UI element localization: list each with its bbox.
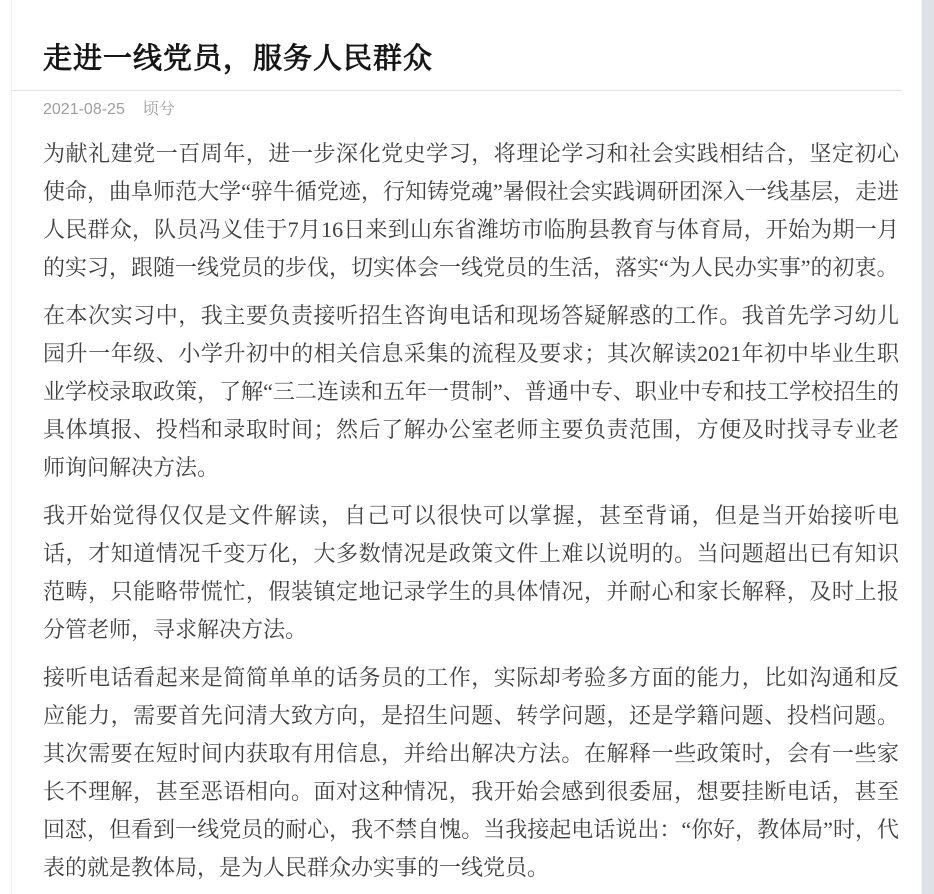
page-title: 走进一线党员，服务人民群众: [43, 43, 434, 75]
article-body: [43, 135, 899, 887]
vertical-scrollbar[interactable]: [921, 0, 934, 894]
author-name: 顷兮: [142, 101, 175, 118]
publish-date: 2021-08-25: [43, 101, 125, 118]
paragraph: 为献礼建党一百周年，进一步深化党史学习，将理论学习和社会实践相结合，坚定初心使命，曲阜师范大学“骍牛循党迹，行知铸党魂”暑假社会实践调研团深入一线基层，走进人民群众，队员冯义佳于7月16日来到山东省潍坊市临朐县教育与体育局，开始为期一月的实习，跟随一线党员的步伐，切实体会一线党员的生活，落实“为人民办实事”的初衷。: [43, 141, 899, 280]
paragraph: 我开始觉得仅仅是文件解读，自己可以很快可以掌握，甚至背诵，但是当开始接听电话，才知道情况千变万化，大多数情况是政策文件上难以说明的。当问题超出已有知识范畴，只能略带慌忙，假装镇定地记录学生的具体情况，并耐心和家长解释，及时上报分管老师，寻求解决方法。: [43, 503, 899, 642]
article-meta: [43, 100, 899, 120]
title-divider: [12, 90, 902, 91]
paragraph: 接听电话看起来是简简单单的话务员的工作，实际却考验多方面的能力，比如沟通和反应能力，需要首先问清大致方向，是招生问题、转学问题，还是学籍问题、投档问题。其次需要在短时间内获取有用信息，并给出解决方法。在解释一些政策时，会有一些家长不理解，甚至恶语相向。面对这种情况，我开始会感到很委屈，想要挂断电话，甚至回怼，但看到一线党员的耐心，我不禁自愧。当我接起电话说出：“你好，教体局”时，代表的就是教体局，是为人民群众办实事的一线党员。: [43, 665, 899, 880]
paragraph: 在本次实习中，我主要负责接听招生咨询电话和现场答疑解惑的工作。我首先学习幼儿园升一年级、小学升初中的相关信息采集的流程及要求；其次解读2021年初中毕业生职业学校录取政策，了解“三二连读和五年一贯制”、普通中专、职业中专和技工学校招生的具体填报、投档和录取时间；然后了解办公室老师主要负责范围，方便及时找寻专业老师询问解决方法。: [43, 303, 899, 480]
article-card: [11, 0, 901, 894]
